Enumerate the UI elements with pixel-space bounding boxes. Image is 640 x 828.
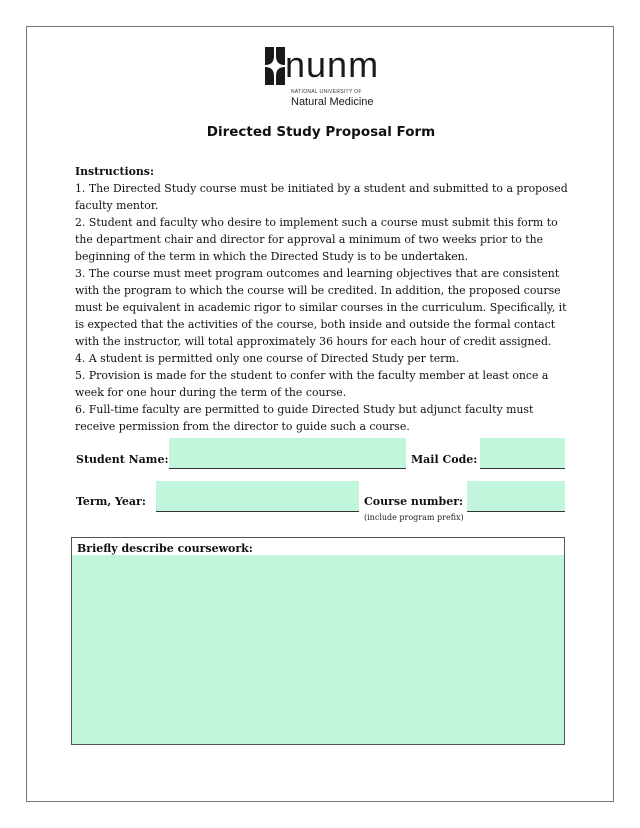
coursework-header: [72, 538, 564, 555]
logo-wordmark: nunm: [285, 44, 380, 85]
coursework-label: Briefly describe coursework:: [77, 542, 253, 555]
instruction-item-3: 3. The course must meet program outcomes and learning objectives that are consistent with the program to which the course will be credited. In addition, the proposed course must be equivalent in academic rigor to similar courses in the curriculum. Specifically, it is expected that the activities of the course, both inside and outside the formal contact with the instructor, will total approximately 36 hours for each hour of credit assigned.: [75, 267, 567, 348]
coursework-box: [71, 537, 565, 745]
instruction-item-6: 6. Full-time faculty are permitted to guide Directed Study but adjunct faculty must receive permission from the director to guide such a course.: [75, 403, 534, 433]
form-title: Directed Study Proposal Form: [206, 124, 436, 140]
instructions-heading: Instructions:: [75, 165, 154, 178]
student-name-field[interactable]: [169, 438, 406, 469]
form-page: [26, 26, 614, 802]
instruction-item-4: 4. A student is permitted only one course of Directed Study per term.: [75, 352, 460, 365]
nunm-logo: [263, 43, 383, 113]
instruction-item-5: 5. Provision is made for the student to confer with the faculty member at least once a week for one hour during the term of the course.: [75, 369, 549, 399]
course-number-field[interactable]: [467, 481, 565, 512]
instructions-block: [75, 163, 573, 435]
mail-code-label: Mail Code:: [411, 453, 478, 466]
logo-subtitle-small: NATIONAL UNIVERSITY OF: [291, 89, 362, 95]
instruction-item-2: 2. Student and faculty who desire to implement such a course must submit this form to the department chair and director for approval a minimum of two weeks prior to the beginning of the term in which the Directed Study is to be undertaken.: [75, 216, 558, 263]
course-number-label: Course number:: [364, 495, 464, 508]
mail-code-field[interactable]: [480, 438, 565, 469]
student-name-label: Student Name:: [76, 453, 169, 466]
term-year-field[interactable]: [156, 481, 359, 512]
leaf-quad-icon: [263, 45, 287, 89]
logo-subtitle-large: Natural Medicine: [291, 96, 374, 108]
course-number-hint: (include program prefix): [364, 513, 464, 522]
coursework-textarea[interactable]: [72, 555, 564, 744]
term-year-label: Term, Year:: [76, 495, 146, 508]
instruction-item-1: 1. The Directed Study course must be initiated by a student and submitted to a proposed faculty mentor.: [75, 182, 568, 212]
